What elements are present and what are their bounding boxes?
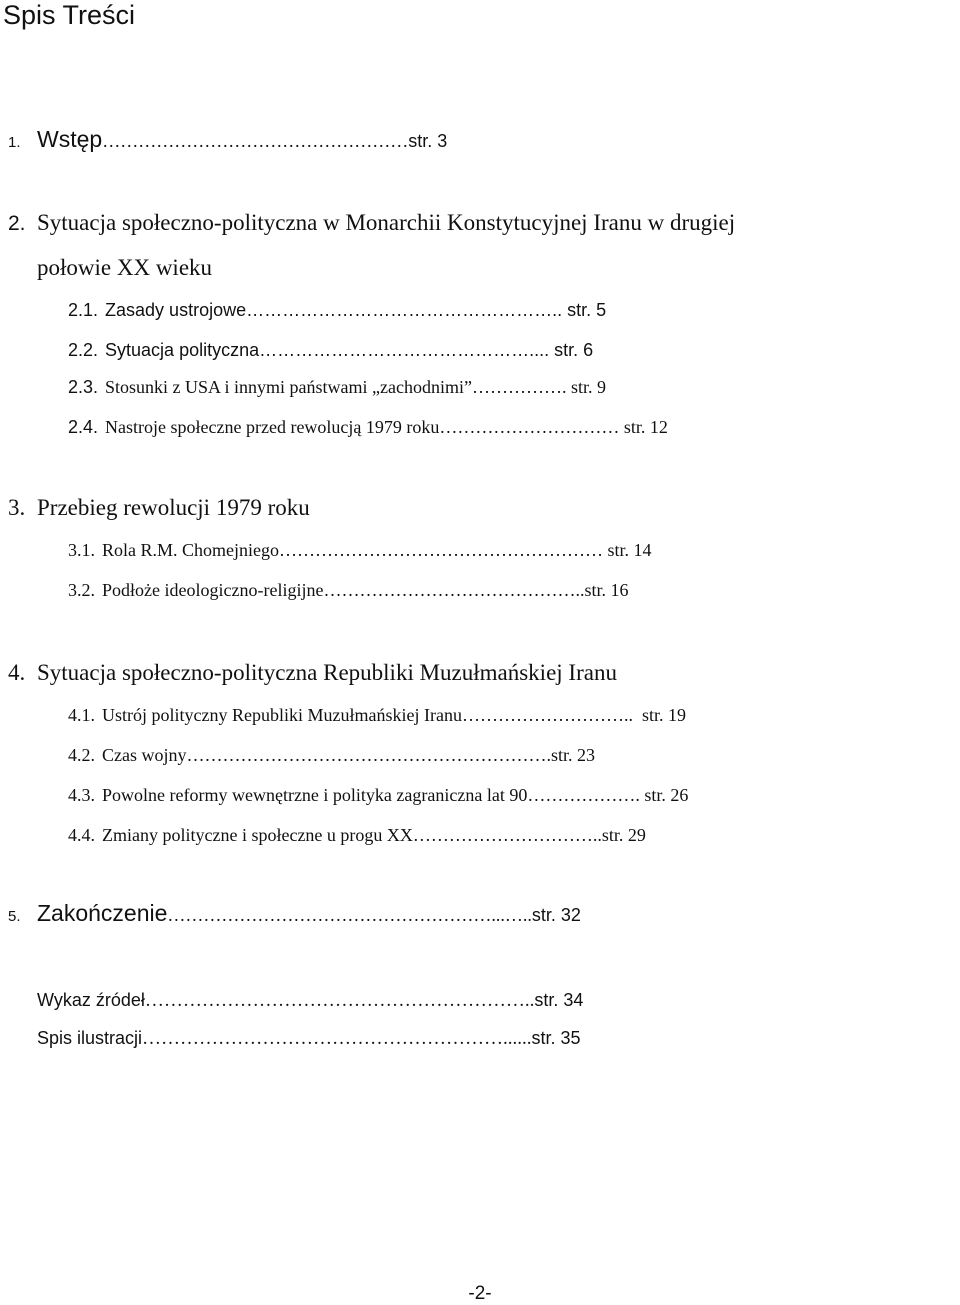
toc-entry-3[interactable] [8, 495, 310, 521]
toc-page: str. 26 [644, 785, 689, 805]
toc-entry-5[interactable] [8, 900, 581, 927]
toc-number: 2.1. [68, 300, 99, 320]
toc-page: str. 35 [531, 1028, 581, 1048]
toc-page: str. 12 [623, 417, 668, 437]
toc-number: 4. [8, 660, 26, 685]
toc-entry-4-2[interactable] [68, 745, 595, 766]
toc-title: Wstęp [37, 126, 103, 152]
toc-title: Wykaz źródeł [37, 990, 145, 1010]
toc-title: Sytuacja społeczno-polityczna Republiki Muzułmańskiej Iranu [37, 660, 617, 685]
toc-number: 4.4. [68, 825, 95, 845]
toc-leader: ………………………… [439, 417, 624, 437]
toc-title: Sytuacja społeczno-polityczna w Monarchii Konstytucyjnej Iranu w drugiej [37, 210, 736, 235]
toc-number: 2.2. [68, 340, 99, 360]
toc-title: Stosunki z USA i innymi państwami „zachodnimi” [105, 377, 472, 397]
toc-number: 2.4. [68, 417, 99, 437]
toc-number: 3.1. [68, 540, 95, 560]
toc-number: 2. [8, 212, 26, 235]
toc-leader: …………………………………………….. [246, 300, 568, 320]
page-number: -2- [468, 1283, 492, 1304]
toc-title: Podłoże ideologiczno-religijne [102, 580, 324, 600]
toc-entry-2-3[interactable] [68, 377, 606, 398]
toc-leader: ………………. [527, 785, 645, 805]
toc-title: Rola R.M. Chomejniego [102, 540, 279, 560]
toc-page: str. 32 [531, 905, 581, 925]
toc-entry-2-4[interactable] [68, 417, 668, 438]
toc-entry-3-2[interactable] [68, 580, 628, 601]
toc-leader: ……………………………………………… [279, 540, 608, 560]
toc-number: 4.3. [68, 785, 95, 805]
toc-entry-2-2[interactable] [68, 340, 593, 361]
toc-leader: …………………………………………………….. [144, 990, 535, 1011]
toc-title: Nastroje społeczne przed rewolucją 1979 roku [105, 417, 440, 437]
toc-title: Zmiany polityczne i społeczne u progu XX [102, 825, 413, 845]
toc-number: 3.2. [68, 580, 95, 600]
toc-number: 1. [8, 134, 21, 151]
toc-page: str. 6 [554, 340, 594, 360]
toc-leader: …………………………………………… [102, 131, 409, 151]
toc-leader: ……………………………………………………. [186, 745, 551, 765]
toc-page: str. 9 [571, 377, 607, 397]
toc-entry-illustrations[interactable] [37, 1028, 581, 1050]
page-title: Spis Treści [3, 0, 136, 30]
toc-title: Ustrój polityczny Republiki Muzułmańskiej Iranu [102, 705, 462, 725]
toc-title: Sytuacja polityczna [105, 340, 260, 360]
toc-entry-2-1[interactable] [68, 300, 606, 321]
toc-leader: …………………………………….. [323, 580, 585, 600]
toc-page: str. 16 [584, 580, 629, 600]
toc-title: Zakończenie [37, 900, 168, 926]
toc-leader: ………………………….. [412, 825, 602, 845]
toc-entry-4[interactable] [8, 660, 617, 686]
toc-page: str. 29 [601, 825, 646, 845]
toc-entry-1[interactable] [8, 126, 447, 153]
toc-number: 5. [8, 908, 21, 925]
toc-leader: ………………………………………………...….. [167, 905, 532, 925]
toc-entry-2[interactable] [8, 210, 735, 236]
toc-entry-4-4[interactable] [68, 825, 646, 846]
toc-title: Czas wojny [102, 745, 187, 765]
toc-title: Przebieg rewolucji 1979 roku [37, 495, 310, 520]
toc-entry-4-3[interactable] [68, 785, 688, 806]
toc-entry-2-continued [37, 255, 212, 281]
toc-title-continued: połowie XX wieku [37, 255, 213, 280]
toc-title: Zasady ustrojowe [105, 300, 247, 320]
toc-leader: ……………………….. [461, 705, 642, 725]
toc-leader: …………………………………………………...... [142, 1028, 532, 1049]
toc-entry-sources[interactable] [37, 990, 583, 1012]
toc-entry-4-1[interactable] [68, 705, 686, 726]
toc-title: Powolne reformy wewnętrzne i polityka zagraniczna lat 90 [102, 785, 528, 805]
toc-number: 4.2. [68, 745, 95, 765]
toc-page: str. 34 [534, 990, 584, 1010]
toc-page: str. 5 [567, 300, 607, 320]
toc-page: str. 14 [607, 540, 652, 560]
toc-page: str. 19 [641, 705, 686, 725]
toc-leader: ……………. [472, 377, 571, 397]
toc-page: str. 3 [408, 131, 448, 151]
toc-entry-3-1[interactable] [68, 540, 652, 561]
toc-leader: ……………………………………….... [259, 340, 555, 360]
toc-number: 2.3. [68, 377, 99, 397]
toc-number: 3. [8, 495, 26, 520]
toc-number: 4.1. [68, 705, 95, 725]
toc-title: Spis ilustracji [37, 1028, 143, 1048]
toc-page: str. 23 [551, 745, 596, 765]
